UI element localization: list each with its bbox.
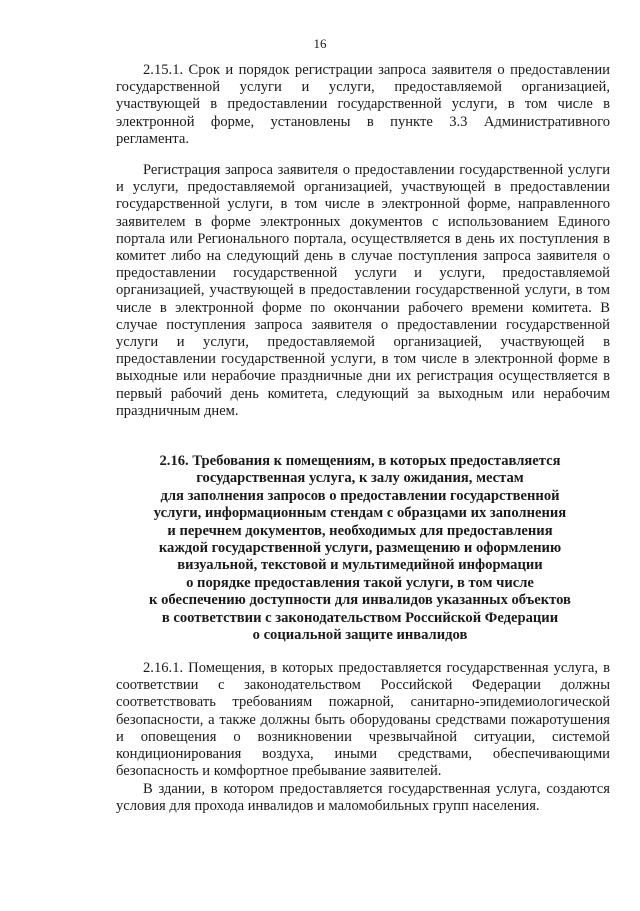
heading-line: к обеспечению доступности для инвалидов указанных объектов bbox=[149, 592, 571, 609]
section-2-16-accessibility bbox=[116, 781, 610, 815]
paragraph-registration: Регистрация запроса заявителя о предоставлении государственной услуги и услуги, предоставляемой организацией, участвующей в предоставлении государственной услуги, в том числе в электронной форме, направленного заявителем в форме электронных документов с использованием Единого портала или Регионального портала, осуществляется в день их поступления в комитет либо на следующий день в случае поступления запроса заявителя о предоставлении государственной услуги и услуги, предоставляемой организацией, участвующей в предоставлении государственной услуги, в том числе в электронной форме по окончании рабочего времени комитета. В случае поступления запроса заявителя о предоставлении государственной услуги и услуги, предоставляемой организацией, участвующей в предоставлении государственной услуги, в том числе в электронной форме в выходные или нерабочие праздничные дни их регистрация осуществляется в первый рабочий день комитета, следующий за выходным или нерабочим праздничным днем. bbox=[116, 162, 610, 419]
paragraph-accessibility: В здании, в котором предоставляется государственная услуга, создаются условия для прохода инвалидов и маломобильных групп населения. bbox=[116, 781, 610, 815]
heading-line: государственная услуга, к залу ожидания, местам bbox=[196, 470, 524, 487]
heading-line: и перечнем документов, необходимых для предоставления bbox=[167, 522, 553, 539]
section-2-15-1 bbox=[116, 62, 610, 148]
page-number: 16 bbox=[313, 36, 327, 51]
heading-line: для заполнения запросов о предоставлении государственной bbox=[160, 487, 560, 504]
heading-line: о социальной защите инвалидов bbox=[252, 627, 468, 644]
heading-line: 2.16. Требования к помещениям, в которых предоставляется bbox=[159, 453, 561, 469]
section-2-15-1-registration bbox=[116, 162, 610, 420]
section-2-16-1 bbox=[116, 660, 610, 780]
paragraph-2-16-1: 2.16.1. Помещения, в которых предоставляется государственная услуга, в соответствии с законодательством Российской Федерации должны соответствовать требованиям пожарной, санитарно-эпидемиологической безопасности, а также должны быть оборудованы средствами пожаротушения и оповещения о возникновении чрезвычайной ситуации, системой кондиционирования воздуха, иными средствами, обеспечивающими безопасность и комфортное пребывание заявителей. bbox=[116, 660, 610, 780]
paragraph-2-15-1: 2.15.1. Срок и порядок регистрации запроса заявителя о предоставлении государственной услуги и услуги, предоставляемой организацией, участвующей в предоставлении государственной услуги, в том числе в электронной форме, установлены в пункте 3.3 Административного регламента. bbox=[116, 62, 610, 147]
heading-line: услуги, информационным стендам с образцами их заполнения bbox=[153, 505, 567, 522]
heading-line: в соответствии с законодательством Российской Федерации bbox=[161, 609, 559, 626]
heading-line: каждой государственной услуги, размещению и оформлению bbox=[158, 540, 562, 557]
section-2-16-heading bbox=[110, 453, 610, 644]
heading-line: визуальной, текстовой и мультимедийной информации bbox=[177, 557, 543, 574]
heading-line: о порядке предоставления такой услуги, в том числе bbox=[186, 574, 534, 591]
